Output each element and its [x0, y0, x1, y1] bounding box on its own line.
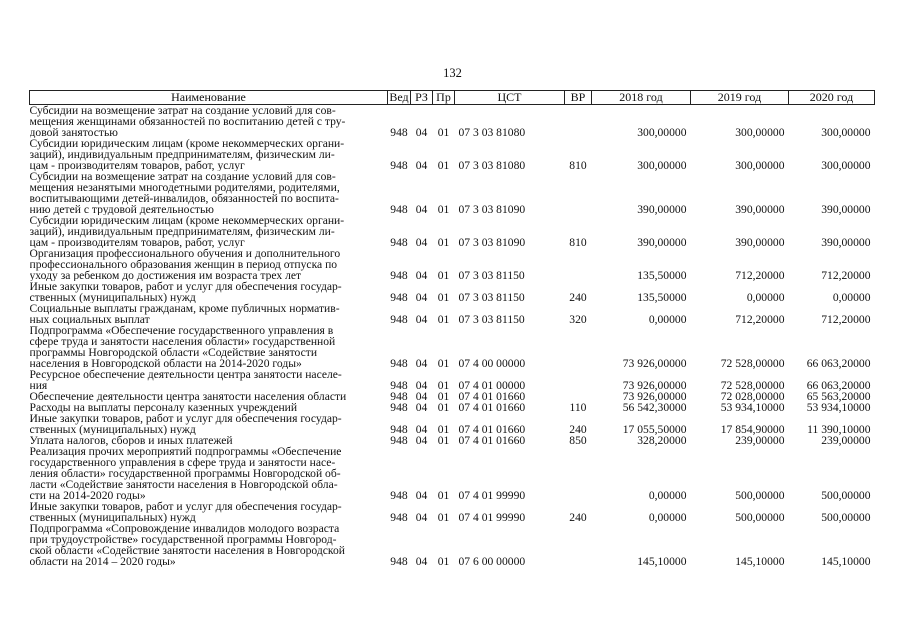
row-2019: 239,00000 — [735, 435, 785, 446]
row-2019: 390,00000 — [735, 236, 785, 248]
row-rz: 04 — [415, 291, 428, 303]
row-name: Организация профессионального обучения и дополнительного профессионального образования женщин в период отпуска по уходу за ребенком до достижения им возраста трех лет — [29, 248, 341, 281]
row-ved: 948 — [390, 269, 408, 281]
row-2019: 72 528,00000 — [720, 379, 785, 391]
row-2019: 500,00000 — [735, 511, 785, 523]
header-rz: РЗ — [411, 91, 433, 105]
row-pr: 01 — [437, 313, 450, 325]
row-2020: 390,00000 — [821, 203, 871, 215]
row-2020: 239,00000 — [821, 435, 871, 446]
row-ved: 948 — [390, 357, 408, 369]
row-vr: 320 — [569, 313, 587, 325]
row-pr: 01 — [437, 379, 450, 391]
page-number: 132 — [443, 66, 462, 80]
header-pr: Пр — [433, 91, 455, 105]
row-2020: 390,00000 — [821, 236, 871, 248]
row-cst: 07 3 03 81090 — [458, 203, 526, 215]
row-2019: 300,00000 — [735, 159, 785, 171]
row-2019: 390,00000 — [735, 203, 785, 215]
row-ved: 948 — [390, 391, 408, 402]
row-2020: 500,00000 — [821, 489, 871, 501]
row-ved: 948 — [390, 313, 408, 325]
row-2020: 145,10000 — [821, 555, 871, 567]
row-rz: 04 — [415, 313, 428, 325]
row-ved: 948 — [390, 379, 408, 391]
row-name: Реализация прочих мероприятий подпрограммы «Обеспечение государственного управления в сфере труда и занятости насе- ления области» государственной программы Новгородской об- ласти «Содействие занятости населения в Новгородской обла- сти на 2014-2020 годы» — [29, 446, 342, 501]
row-name: Субсидии на возмещение затрат на создание условий для сов- мещения незанятыми многодетными родителями, родителями, воспитывающими детей-инвалидов, обязанностей по воспита- нию детей с трудовой деятельностью — [29, 171, 340, 215]
table-row — [30, 215, 875, 248]
row-pr: 01 — [437, 357, 450, 369]
row-2018: 73 926,00000 — [622, 391, 687, 402]
row-cst: 07 4 01 01660 — [458, 391, 526, 402]
row-vr: 240 — [569, 511, 587, 523]
row-name: Уплата налогов, сборов и иных платежей — [29, 435, 233, 446]
row-name: Иные закупки товаров, работ и услуг для обеспечения государ- ственных (муниципальных) нужд — [29, 501, 342, 523]
row-2020: 0,00000 — [832, 291, 871, 303]
row-vr — [565, 391, 592, 402]
row-cst: 07 3 03 81080 — [458, 126, 526, 138]
row-cst: 07 4 01 99990 — [458, 489, 526, 501]
table-row — [30, 248, 875, 281]
row-rz: 04 — [415, 489, 428, 501]
row-cst: 07 3 03 81150 — [458, 269, 525, 281]
row-cst: 07 4 01 00000 — [458, 379, 526, 391]
row-ved: 948 — [390, 203, 408, 215]
row-vr — [565, 105, 592, 139]
row-rz: 04 — [415, 159, 428, 171]
row-cst: 07 4 00 00000 — [458, 357, 526, 369]
row-2020: 66 063,20000 — [806, 379, 871, 391]
row-vr — [565, 446, 592, 501]
row-vr: 810 — [569, 159, 587, 171]
row-vr: 850 — [569, 435, 587, 446]
row-cst: 07 4 01 01660 — [458, 402, 526, 413]
row-2019: 0,00000 — [746, 291, 785, 303]
header-cst: ЦСТ — [455, 91, 565, 105]
row-ved: 948 — [390, 236, 408, 248]
row-ved: 948 — [390, 555, 408, 567]
row-ved: 948 — [390, 489, 408, 501]
table-row — [30, 413, 875, 435]
budget-table — [29, 90, 875, 567]
row-2020: 65 563,20000 — [806, 391, 871, 402]
row-2019: 712,20000 — [735, 313, 785, 325]
row-2020: 712,20000 — [821, 269, 871, 281]
row-name: Обеспечение деятельности центра занятости населения области — [29, 391, 347, 402]
row-2018: 135,50000 — [637, 269, 687, 281]
row-2018: 300,00000 — [637, 159, 687, 171]
row-2019: 72 528,00000 — [720, 357, 785, 369]
row-ved: 948 — [390, 423, 408, 435]
row-2020: 300,00000 — [821, 126, 871, 138]
row-name: Субсидии юридическим лицам (кроме некоммерческих органи- заций), индивидуальным предпринимателям, физическим ли- цам - производителям товаров, работ, услуг — [29, 138, 345, 171]
row-2018: 145,10000 — [637, 555, 687, 567]
row-rz: 04 — [415, 379, 428, 391]
row-rz: 04 — [415, 269, 428, 281]
row-cst: 07 6 00 00000 — [458, 555, 526, 567]
row-ved: 948 — [390, 159, 408, 171]
table-row — [30, 402, 875, 413]
row-name: Ресурсное обеспечение деятельности центра занятости населе- ния — [29, 369, 342, 391]
row-rz: 04 — [415, 236, 428, 248]
row-2018: 328,20000 — [637, 435, 687, 446]
row-cst: 07 3 03 81090 — [458, 236, 526, 248]
row-2020: 500,00000 — [821, 511, 871, 523]
row-rz: 04 — [415, 423, 428, 435]
table-body — [30, 105, 875, 568]
row-rz: 04 — [415, 391, 428, 402]
table-row — [30, 325, 875, 369]
header-2020: 2020 год — [789, 91, 875, 105]
table-row — [30, 281, 875, 303]
row-2018: 56 542,30000 — [622, 402, 687, 413]
row-pr: 01 — [437, 269, 450, 281]
row-2020: 11 390,10000 — [807, 423, 871, 435]
row-rz: 04 — [415, 126, 428, 138]
row-vr — [565, 248, 592, 281]
row-2018: 135,50000 — [637, 291, 687, 303]
row-pr: 01 — [437, 489, 450, 501]
row-pr: 01 — [437, 126, 450, 138]
row-rz: 04 — [415, 511, 428, 523]
row-pr: 01 — [437, 435, 450, 446]
row-vr — [565, 325, 592, 369]
row-2018: 73 926,00000 — [622, 379, 687, 391]
row-cst: 07 4 01 01660 — [458, 423, 526, 435]
row-2020: 712,20000 — [821, 313, 871, 325]
table-row — [30, 523, 875, 567]
header-vr: ВР — [565, 91, 592, 105]
row-rz: 04 — [415, 357, 428, 369]
row-vr: 810 — [569, 236, 587, 248]
row-vr: 110 — [569, 402, 587, 413]
row-2018: 390,00000 — [637, 236, 687, 248]
table-row — [30, 501, 875, 523]
row-ved: 948 — [390, 435, 408, 446]
table-row — [30, 138, 875, 171]
row-pr: 01 — [437, 511, 450, 523]
row-2019: 300,00000 — [735, 126, 785, 138]
header-row — [30, 91, 875, 105]
row-ved: 948 — [390, 291, 408, 303]
row-name: Субсидии на возмещение затрат на создание условий для сов- мещения женщинами обязанностей по воспитанию детей с тру- довой занятостью — [29, 104, 346, 138]
table-row — [30, 391, 875, 402]
row-2020: 300,00000 — [821, 159, 871, 171]
row-rz: 04 — [415, 402, 428, 413]
row-name: Подпрограмма «Обеспечение государственного управления в сфере труда и занятости населения области» государственной программы Новгородской области «Содействие занятости населения в Новгородской области на 2014-2020 годы» — [29, 325, 336, 369]
row-pr: 01 — [437, 203, 450, 215]
header-ved: Вед — [389, 90, 409, 104]
row-vr — [565, 369, 592, 391]
row-2018: 0,00000 — [648, 511, 687, 523]
row-2018: 0,00000 — [648, 313, 687, 325]
header-2019: 2019 год — [691, 91, 789, 105]
header-2018: 2018 год — [592, 91, 691, 105]
row-ved: 948 — [390, 511, 408, 523]
row-vr: 240 — [569, 423, 587, 435]
row-name: Социальные выплаты гражданам, кроме публичных норматив- ных социальных выплат — [29, 303, 340, 325]
row-2018: 17 055,50000 — [622, 423, 687, 435]
row-name: Субсидии юридическим лицам (кроме некоммерческих органи- заций), индивидуальным предпринимателям, физическим ли- цам - производителям товаров, работ, услуг — [29, 215, 345, 248]
table-row — [30, 303, 875, 325]
row-pr: 01 — [437, 236, 450, 248]
header-name: Наименование — [30, 91, 388, 105]
row-name: Подпрограмма «Сопровождение инвалидов молодого возраста при трудоустройстве» государственной программы Новгород- ской области «Содействие занятости населения в Новгородской области на 2014 – 2020 годы» — [29, 523, 345, 567]
row-2020: 53 934,10000 — [806, 402, 871, 413]
row-cst: 07 3 03 81150 — [458, 291, 525, 303]
row-rz: 04 — [415, 555, 428, 567]
table-row — [30, 369, 875, 391]
row-rz: 04 — [415, 435, 428, 446]
row-pr: 01 — [437, 423, 450, 435]
row-cst: 07 4 01 99990 — [458, 511, 526, 523]
table-row — [30, 171, 875, 215]
row-2019: 17 854,90000 — [720, 423, 785, 435]
row-2018: 300,00000 — [637, 126, 687, 138]
row-2018: 73 926,00000 — [622, 357, 687, 369]
row-name: Расходы на выплаты персоналу казенных учреждений — [29, 402, 298, 413]
table-row — [30, 105, 875, 139]
row-pr: 01 — [437, 291, 450, 303]
row-vr — [565, 171, 592, 215]
row-2019: 500,00000 — [735, 489, 785, 501]
row-ved: 948 — [390, 402, 408, 413]
row-cst: 07 3 03 81150 — [458, 313, 525, 325]
row-pr: 01 — [437, 391, 450, 402]
row-name: Иные закупки товаров, работ и услуг для обеспечения государ- ственных (муниципальных) нужд — [29, 413, 342, 435]
row-2019: 72 028,00000 — [720, 391, 785, 402]
row-vr: 240 — [569, 291, 587, 303]
row-rz: 04 — [415, 203, 428, 215]
row-2019: 712,20000 — [735, 269, 785, 281]
row-2018: 390,00000 — [637, 203, 687, 215]
table-row — [30, 446, 875, 501]
row-2018: 0,00000 — [648, 489, 687, 501]
row-2019: 145,10000 — [735, 555, 785, 567]
table-row — [30, 435, 875, 446]
row-ved: 948 — [390, 126, 408, 138]
row-2019: 53 934,10000 — [720, 402, 785, 413]
row-pr: 01 — [437, 402, 450, 413]
row-vr — [565, 523, 592, 567]
row-name: Иные закупки товаров, работ и услуг для обеспечения государ- ственных (муниципальных) нужд — [29, 281, 342, 303]
row-cst: 07 4 01 01660 — [458, 435, 526, 446]
row-cst: 07 3 03 81080 — [458, 159, 526, 171]
row-pr: 01 — [437, 159, 450, 171]
row-pr: 01 — [437, 555, 450, 567]
row-2020: 66 063,20000 — [806, 357, 871, 369]
